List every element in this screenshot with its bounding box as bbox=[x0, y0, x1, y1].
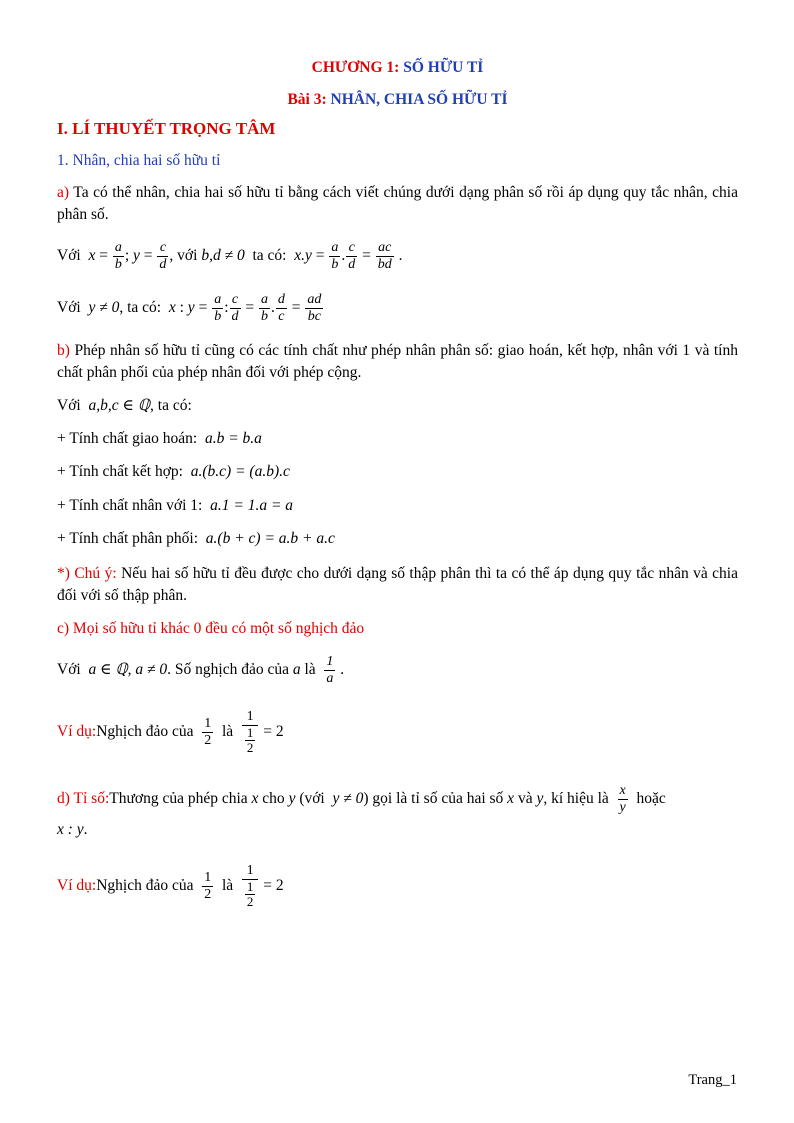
property-identity: + Tính chất nhân với 1: a.1 = 1.a = a bbox=[57, 497, 294, 514]
property-associative: + Tính chất kết hợp: a.(b.c) = (a.b).c bbox=[57, 463, 290, 480]
subsection-heading: 1. Nhân, chia hai số hữu tỉ bbox=[57, 152, 221, 169]
lesson-title: Bài 3: NHÂN, CHIA SỐ HỮU TỈ bbox=[287, 91, 508, 108]
set-line: Với a,b,c ∈ ℚ, ta có: bbox=[57, 397, 192, 414]
formula-multiply: Với x = $\frac{a}{b}$ ; y = $\frac{c}{d}$ , với b,d ≠ 0 ta có: x.y = $\frac{a}{b}$ . $\frac{c}{d}$ = $\frac{ac}{bd}$ . bbox=[57, 239, 403, 272]
property-distributive: + Tính chất phân phối: a.(b + c) = a.b + a.c bbox=[57, 530, 335, 547]
ratio-definition: d) Tỉ số: Thương của phép chia x cho y (với y ≠ 0 ) gọi là tỉ số của hai số x và y , kí hiệu là $\frac{x}{y}$ hoặc x : y. bbox=[57, 782, 666, 838]
note-paragraph: *) Chú ý: Nếu hai số hữu tỉ đều được cho dưới dạng số thập phân thì ta có thể áp dụng quy tắc nhân và chia đối với số thập phân. bbox=[57, 565, 738, 604]
paragraph-a: a) Ta có thể nhân, chia hai số hữu tỉ bằng cách viết chúng dưới dạng phân số rồi áp dụng quy tắc nhân, chia phân số. bbox=[57, 184, 738, 223]
reciprocal-definition: Với a ∈ ℚ, a ≠ 0 . Số nghịch đảo của a là $\frac{1}{a}$ . bbox=[57, 653, 345, 686]
example-2: Ví dụ: Nghịch đảo của $\frac{1}{2}$ là $\frac{1}{\frac{1}{2}}$ = 2 bbox=[57, 863, 284, 909]
example-1: Ví dụ: Nghịch đảo của $\frac{1}{2}$ là $\frac{1}{\frac{1}{2}}$ = 2 bbox=[57, 709, 284, 755]
section-heading: I. LÍ THUYẾT TRỌNG TÂM bbox=[57, 119, 276, 138]
formula-divide: Với y ≠ 0 , ta có: x : y = $\frac{a}{b}$ : $\frac{c}{d}$ = $\frac{a}{b}$ . $\frac{d}{c}$ = $\frac{ad}{bc}$ bbox=[57, 291, 322, 324]
page-number: Trang_1 bbox=[688, 1072, 737, 1088]
paragraph-b: b) Phép nhân số hữu tỉ cũng có các tính chất như phép nhân phân số: giao hoán, kết hợp, nhân với 1 và tính chất phân phối của phép nhân đối với phép cộng. bbox=[57, 342, 738, 381]
chapter-title: CHƯƠNG 1: SỐ HỮU TỈ bbox=[311, 59, 484, 76]
document-page bbox=[57, 0, 738, 1123]
property-commutative: + Tính chất giao hoán: a.b = b.a bbox=[57, 430, 262, 447]
paragraph-c-heading: c) Mọi số hữu tỉ khác 0 đều có một số nghịch đảo bbox=[57, 620, 365, 637]
